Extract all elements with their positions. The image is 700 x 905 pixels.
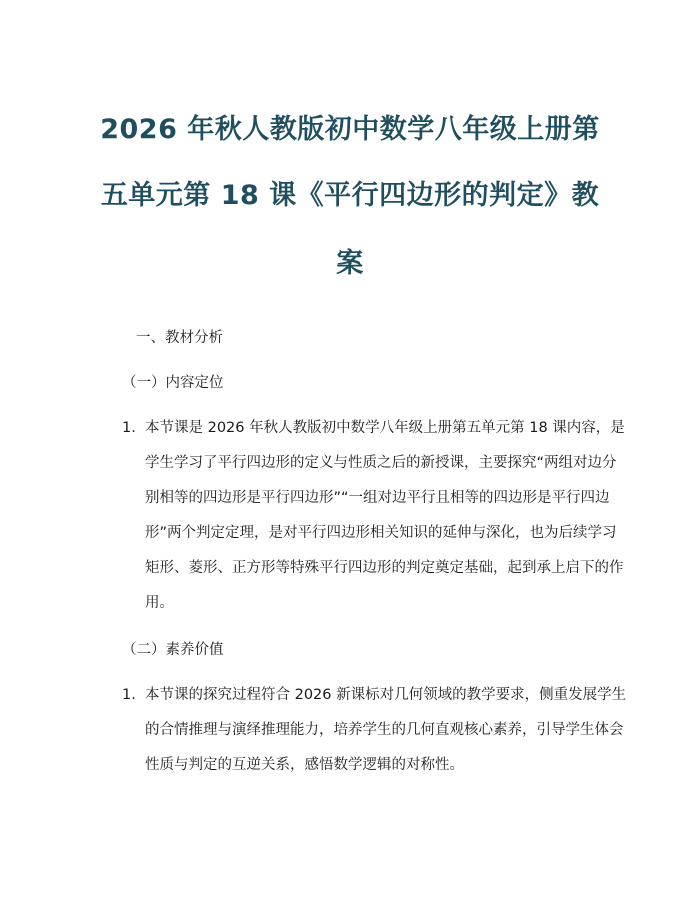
list-item-number: 1. — [122, 687, 136, 703]
subsection-heading-literacy-value: （二）素养价值 — [122, 642, 224, 658]
list-item-number: 1. — [122, 420, 136, 436]
list-item-content-position — [122, 418, 625, 618]
paragraph-line: 本节课是 2026 年秋人教版初中数学八年级上册第五单元第 18 课内容，是 — [145, 420, 625, 436]
document-title-line-3: 案 — [336, 248, 364, 279]
subsection-heading-content-position: （一）内容定位 — [122, 375, 224, 391]
paragraph-line: 学生学习了平行四边形的定义与性质之后的新授课，主要探究“两组对边分 — [145, 455, 617, 471]
paragraph-line: 性质与判定的互逆关系，感悟数学逻辑的对称性。 — [145, 757, 464, 773]
paragraph-line: 形”两个判定定理，是对平行四边形相关知识的延伸与深化，也为后续学习 — [145, 525, 617, 541]
paragraph-line: 的合情推理与演绎推理能力，培养学生的几何直观核心素养，引导学生体会 — [145, 722, 624, 738]
paragraph-line: 矩形、菱形、正方形等特殊平行四边形的判定奠定基础，起到承上启下的作 — [145, 560, 624, 576]
section-heading-textbook-analysis: 一、教材分析 — [136, 330, 223, 346]
list-item-literacy-value — [122, 685, 627, 785]
document-title-line-2: 五单元第 18 课《平行四边形的判定》教 — [100, 180, 600, 211]
paragraph-line: 用。 — [145, 595, 174, 611]
document-title-line-1: 2026 年秋人教版初中数学八年级上册第 — [100, 114, 600, 145]
paragraph-line: 别相等的四边形是平行四边形”“一组对边平行且相等的四边形是平行四边 — [145, 490, 610, 506]
paragraph-line: 本节课的探究过程符合 2026 新课标对几何领域的教学要求，侧重发展学生 — [145, 687, 627, 703]
